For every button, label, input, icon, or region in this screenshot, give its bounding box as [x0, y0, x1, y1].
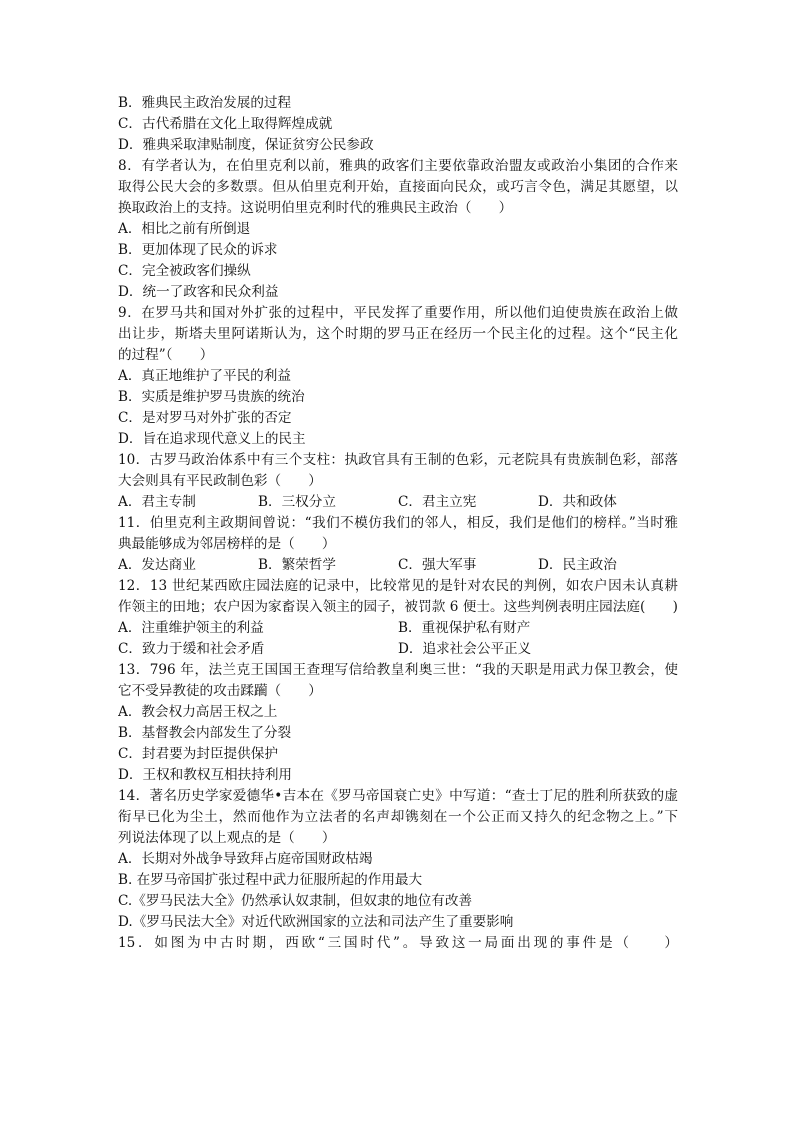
q14-option-c: C.《罗马民法大全》仍然承认奴隶制，但奴隶的地位有改善 — [118, 893, 473, 909]
q9-option-b: B．实质是维护罗马贵族的统治 — [118, 389, 305, 405]
q10-option-d: D．共和政体 — [538, 494, 617, 510]
q10-options-row — [118, 492, 678, 513]
q11-option-c: C．强大军事 — [398, 557, 477, 573]
q7-option-d: D．雅典采取津贴制度，保证贫穷公民参政 — [118, 137, 374, 153]
q8-option-c: C．完全被政客们操纵 — [118, 263, 251, 279]
q10-option-c: C．君主立宪 — [398, 494, 477, 510]
q12-stem-line: 12．13 世纪某西欧庄园法庭的记录中，比较常见的是针对农民的判例，如农户因未认真耕 — [118, 578, 678, 594]
q9-option-a: A．真正地维护了平民的利益 — [118, 368, 291, 384]
question-list — [118, 93, 678, 954]
q10-stem-line: 10．古罗马政治体系中有三个支柱：执政官具有王制的色彩，元老院具有贵族制色彩，部落 — [118, 452, 678, 468]
q12-options-row — [118, 639, 678, 660]
q12-option-c: C．致力于缓和社会矛盾 — [118, 641, 265, 657]
q12-options-row — [118, 618, 678, 639]
q10-option-a: A．君主专制 — [118, 494, 196, 510]
q14-stem-line: 列说法体现了以上观点的是（ ） — [118, 830, 336, 846]
q11-option-a: A．发达商业 — [118, 557, 196, 573]
q13-stem-line: 它不受异教徒的攻击蹂躏（ ） — [118, 683, 322, 699]
q13-option-a: A．教会权力高居王权之上 — [118, 704, 278, 720]
q14-option-a: A．长期对外战争导致拜占庭帝国财政枯竭 — [118, 851, 373, 867]
q13-stem-line: 13．796 年，法兰克王国国王查理写信给教皇利奥三世：“我的天职是用武力保卫教会，使 — [118, 662, 678, 678]
q12-option-a: A．注重维护领主的利益 — [118, 620, 264, 636]
q14-option-d: D.《罗马民法大全》对近代欧洲国家的立法和司法产生了重要影响 — [118, 914, 514, 930]
q14-option-b: B. 在罗马帝国扩张过程中武力征服所起的作用最大 — [118, 872, 423, 888]
q9-stem-line: 的过程”（ ） — [118, 347, 214, 363]
q8-option-d: D．统一了政客和民众利益 — [118, 284, 279, 300]
q11-stem-line: 11．伯里克利主政期间曾说：“我们不模仿我们的邻人，相反，我们是他们的榜样。”当时雅 — [118, 515, 678, 531]
q10-option-b: B．三权分立 — [258, 494, 336, 510]
q13-option-d: D．王权和教权互相扶持利用 — [118, 767, 293, 783]
q8-stem-line: 取得公民大会的多数票。但从伯里克利开始，直接面向民众，或巧言令色，满足其愿望，以 — [118, 179, 678, 195]
q11-stem-line: 典最能够成为邻居榜样的是（ ） — [118, 536, 336, 552]
q12-option-b: B．重视保护私有财产 — [398, 620, 531, 636]
q11-option-b: B．繁荣哲学 — [258, 557, 336, 573]
q9-option-d: D．旨在追求现代意义上的民主 — [118, 431, 306, 447]
q15-stem-line: 15．如图为中古时期，西欧“三国时代”。导致这一局面出现的事件是（ ） — [118, 935, 678, 951]
q9-option-c: C．是对罗马对外扩张的否定 — [118, 410, 292, 426]
q8-stem-line: 8．有学者认为，在伯里克利以前，雅典的政客们主要依靠政治盟友或政治小集团的合作来 — [118, 158, 678, 174]
q11-options-row — [118, 555, 678, 576]
q8-stem-line: 换取政治上的支持。这说明伯里克利时代的雅典民主政治（ ） — [118, 200, 513, 216]
q11-option-d: D．民主政治 — [538, 557, 617, 573]
q12-option-d: D．追求社会公平正义 — [398, 641, 532, 657]
q9-stem-line: 出让步，斯塔夫里阿诺斯认为，这个时期的罗马正在经历一个民主化的过程。这个“民主化 — [118, 326, 678, 342]
q10-stem-line: 大会则具有平民政制色彩（ ） — [118, 473, 322, 489]
q14-stem-line: 衔早已化为尘土，然而他作为立法者的名声却镌刻在一个公正而又持久的纪念物之上。”下 — [118, 809, 678, 825]
q14-stem-line: 14．著名历史学家爱德华•吉本在《罗马帝国衰亡史》中写道：“查士丁尼的胜利所获致的虚 — [118, 788, 678, 804]
q8-option-a: A．相比之前有所倒退 — [118, 221, 251, 237]
q13-option-c: C．封君要为封臣提供保护 — [118, 746, 278, 762]
q7-option-c: C．古代希腊在文化上取得辉煌成就 — [118, 116, 333, 132]
q13-option-b: B．基督教会内部发生了分裂 — [118, 725, 292, 741]
q12-stem-line: 作领主的田地；农户因为家畜误入领主的园子，被罚款 6 便士。这些判例表明庄园法庭( ) — [118, 599, 678, 615]
q8-option-b: B．更加体现了民众的诉求 — [118, 242, 278, 258]
q7-option-b: B．雅典民主政治发展的过程 — [118, 95, 292, 111]
q9-stem-line: 9．在罗马共和国对外扩张的过程中，平民发挥了重要作用，所以他们迫使贵族在政治上做 — [118, 305, 678, 321]
